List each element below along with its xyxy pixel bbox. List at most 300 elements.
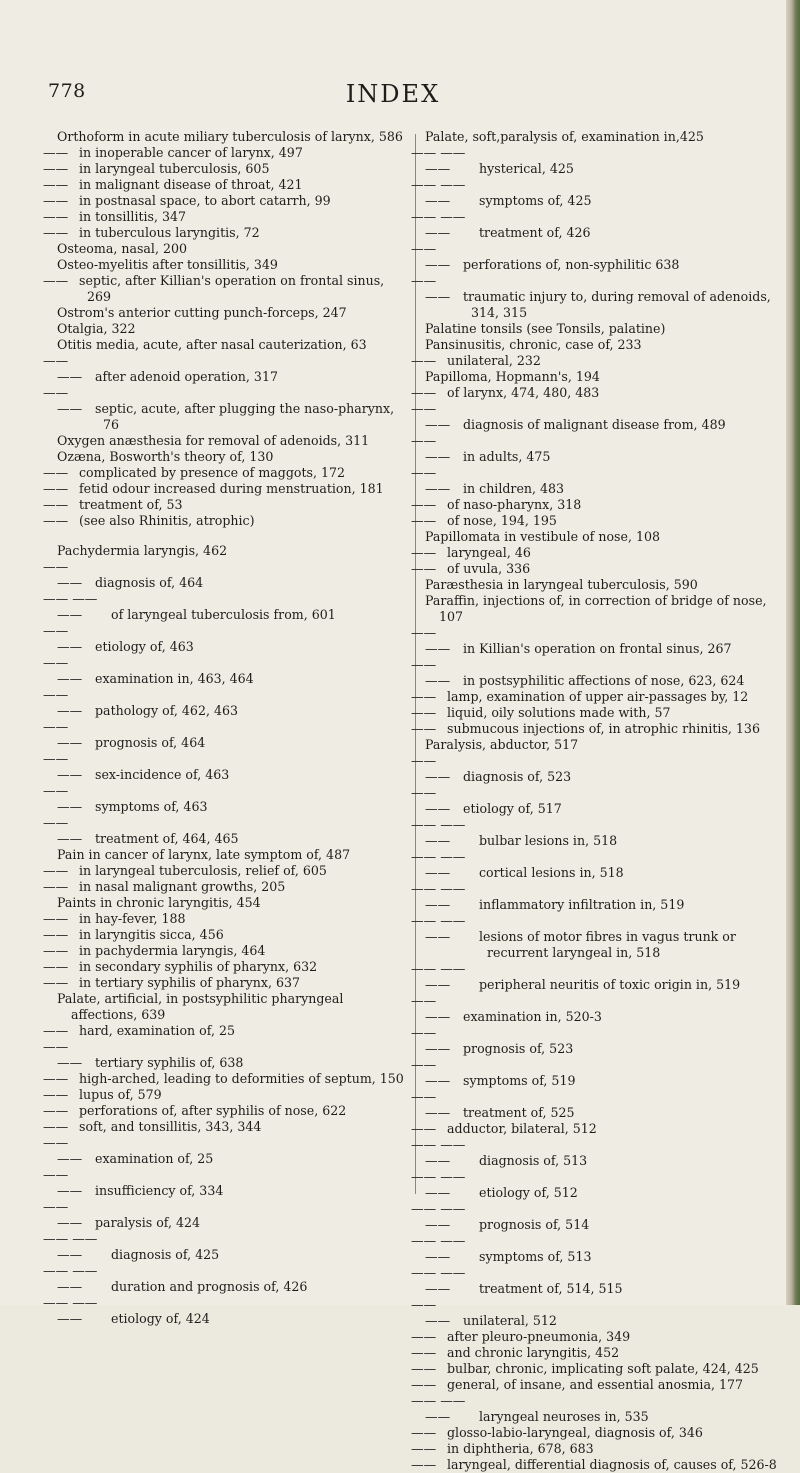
index-entry	[411, 1169, 777, 1201]
repeat-dash: —— —— ——	[43, 1231, 98, 1262]
index-entry	[411, 273, 777, 321]
index-entry	[43, 1071, 409, 1087]
index-entry	[411, 785, 777, 817]
index-entry-text: diagnosis of, 464	[95, 575, 204, 590]
index-entry-text: hard, examination of, 25	[79, 1023, 235, 1038]
index-entry-text: of uvula, 336	[447, 561, 531, 576]
repeat-dash: ——	[411, 497, 437, 512]
index-entry	[43, 353, 409, 385]
index-entry-text: after pleuro-pneumonia, 349	[447, 1329, 631, 1344]
index-entry-text: in secondary syphilis of pharynx, 632	[79, 959, 318, 974]
index-entry	[425, 337, 777, 353]
index-entry	[411, 1377, 777, 1393]
repeat-dash: —— —— ——	[411, 209, 466, 240]
index-entry-text: glosso-labio-laryngeal, diagnosis of, 346	[447, 1425, 703, 1440]
index-entry	[411, 753, 777, 785]
index-entry-text: of laryngeal tuberculosis from, 601	[111, 607, 336, 622]
repeat-dash: —— ——	[43, 559, 83, 590]
index-entry-text: and chronic laryngitis, 452	[447, 1345, 620, 1360]
index-entry-text: perforations of, after syphilis of nose, 622	[79, 1103, 347, 1118]
index-entry-text: diagnosis of, 523	[463, 769, 572, 784]
index-entry-text: in laryngeal tuberculosis, relief of, 605	[79, 863, 327, 878]
repeat-dash: ——	[43, 177, 69, 192]
repeat-dash: ——	[411, 721, 437, 736]
index-entry-text: laryngeal, 46	[447, 545, 531, 560]
index-entry	[43, 783, 409, 815]
index-entry	[411, 1089, 777, 1121]
repeat-dash: ——	[43, 927, 69, 942]
index-entry	[43, 863, 409, 879]
index-entry-text: Pansinusitis, chronic, case of, 233	[425, 337, 642, 352]
repeat-dash: ——	[411, 1329, 437, 1344]
index-entry-text: general, of insane, and essential anosmia, 177	[447, 1377, 744, 1392]
index-entry	[57, 337, 409, 353]
repeat-dash: ——	[411, 353, 437, 368]
index-entry-text: cortical lesions in, 518	[479, 865, 624, 880]
index-entry-text: bulbar lesions in, 518	[479, 833, 618, 848]
repeat-dash: ——	[411, 561, 437, 576]
repeat-dash: —— ——	[43, 815, 83, 846]
index-entry	[57, 847, 409, 863]
repeat-dash: —— —— ——	[411, 1201, 466, 1232]
index-entry-text: complicated by presence of maggots, 172	[79, 465, 346, 480]
index-entry-text: liquid, oily solutions made with, 57	[447, 705, 671, 720]
repeat-dash: ——	[43, 145, 69, 160]
index-entry	[43, 1231, 409, 1263]
index-entry	[43, 209, 409, 225]
index-entry-text: Ostrom's anterior cutting punch-forceps, 247	[57, 305, 347, 320]
repeat-dash: ——	[411, 705, 437, 720]
index-entry-text: Pain in cancer of larynx, late symptom of, 487	[57, 847, 351, 862]
index-entry	[43, 177, 409, 193]
index-entry	[411, 1201, 777, 1233]
repeat-dash: ——	[411, 385, 437, 400]
index-entry	[411, 961, 777, 993]
index-entry	[425, 129, 777, 145]
repeat-dash: —— ——	[411, 657, 451, 688]
index-entry	[411, 849, 777, 881]
index-entry	[57, 895, 409, 911]
repeat-dash: ——	[43, 959, 69, 974]
page-number: 778	[48, 80, 86, 102]
repeat-dash: ——	[43, 193, 69, 208]
repeat-dash: —— —— ——	[411, 881, 466, 912]
index-entry-text: high-arched, leading to deformities of septum, 150	[79, 1071, 404, 1086]
index-entry	[43, 927, 409, 943]
repeat-dash: ——	[43, 1087, 69, 1102]
index-entry-text: duration and prognosis of, 426	[111, 1279, 308, 1294]
repeat-dash: —— ——	[411, 1089, 451, 1120]
index-entry	[43, 225, 409, 241]
index-entry-text: after adenoid operation, 317	[95, 369, 278, 384]
repeat-dash: —— —— ——	[411, 1169, 466, 1200]
index-entry-text: treatment of, 426	[479, 225, 591, 240]
index-entry	[411, 385, 777, 401]
index-entry-text: etiology of, 517	[463, 801, 562, 816]
index-entry	[411, 465, 777, 497]
index-entry	[411, 401, 777, 433]
index-entry	[411, 881, 777, 913]
index-entry	[43, 879, 409, 895]
repeat-dash: ——	[43, 879, 69, 894]
index-entry	[43, 1023, 409, 1039]
index-entry-text: Ozæna, Bosworth's theory of, 130	[57, 449, 274, 464]
index-entry	[43, 385, 409, 433]
index-entry	[411, 1457, 777, 1473]
index-entry	[411, 561, 777, 577]
repeat-dash: —— ——	[43, 1167, 83, 1198]
repeat-dash: ——	[411, 1457, 437, 1472]
repeat-dash: —— ——	[411, 753, 451, 784]
repeat-dash: —— ——	[43, 1039, 83, 1070]
index-entry	[425, 321, 777, 337]
index-entry	[43, 751, 409, 783]
index-entry	[411, 1233, 777, 1265]
repeat-dash: ——	[43, 465, 69, 480]
index-entry-text: in hay-fever, 188	[79, 911, 186, 926]
index-entry	[411, 433, 777, 465]
repeat-dash: —— ——	[411, 993, 451, 1024]
index-entry-text: in postnasal space, to abort catarrh, 99	[79, 193, 331, 208]
index-entry	[57, 543, 409, 559]
index-entry	[43, 959, 409, 975]
repeat-dash: —— ——	[411, 241, 451, 272]
repeat-dash: ——	[411, 1361, 437, 1376]
repeat-dash: —— ——	[411, 1297, 451, 1328]
index-entry-text: hysterical, 425	[479, 161, 574, 176]
index-entry-text: prognosis of, 523	[463, 1041, 574, 1056]
index-entry-text: examination in, 463, 464	[95, 671, 254, 686]
index-entry-text: etiology of, 512	[479, 1185, 578, 1200]
index-entry-text: treatment of, 53	[79, 497, 183, 512]
index-entry-text: Osteo-myelitis after tonsillitis, 349	[57, 257, 278, 272]
page-edge	[786, 0, 800, 1305]
index-entry-text: adductor, bilateral, 512	[447, 1121, 597, 1136]
repeat-dash: ——	[43, 513, 69, 528]
index-entry	[43, 1119, 409, 1135]
index-entry	[43, 193, 409, 209]
index-entry	[43, 1263, 409, 1295]
index-entry-text: symptoms of, 463	[95, 799, 208, 814]
repeat-dash: ——	[43, 273, 69, 288]
index-entry	[43, 1135, 409, 1167]
index-entry	[411, 497, 777, 513]
repeat-dash: ——	[411, 1425, 437, 1440]
index-entry-text: sex-incidence of, 463	[95, 767, 230, 782]
index-entry-text: lupus of, 579	[79, 1087, 162, 1102]
repeat-dash: —— ——	[43, 719, 83, 750]
index-entry-text: treatment of, 525	[463, 1105, 575, 1120]
repeat-dash: ——	[43, 1071, 69, 1086]
index-entry-text: lesions of motor fibres in vagus trunk or recurrent laryngeal in, 518	[479, 929, 736, 960]
repeat-dash: —— —— ——	[411, 913, 466, 944]
repeat-dash: ——	[43, 863, 69, 878]
index-entry-text: in Killian's operation on frontal sinus, 267	[463, 641, 732, 656]
index-entry-text: Papillomata in vestibule of nose, 108	[425, 529, 660, 544]
index-entry	[411, 705, 777, 721]
index-entry-text: diagnosis of malignant disease from, 489	[463, 417, 726, 432]
repeat-dash: ——	[43, 481, 69, 496]
index-entry	[411, 721, 777, 737]
index-column-right	[411, 129, 777, 1473]
index-entry-text: Orthoform in acute miliary tuberculosis of larynx, 586	[57, 129, 403, 144]
repeat-dash: ——	[43, 1023, 69, 1038]
repeat-dash: —— ——	[411, 625, 451, 656]
index-entry	[411, 657, 777, 689]
index-entry-text: in children, 483	[463, 481, 565, 496]
repeat-dash: —— ——	[411, 785, 451, 816]
index-entry-text: examination of, 25	[95, 1151, 214, 1166]
repeat-dash: ——	[43, 497, 69, 512]
index-entry	[411, 1137, 777, 1169]
repeat-dash: —— —— ——	[43, 1295, 98, 1326]
repeat-dash: —— —— ——	[411, 849, 466, 880]
index-entry-text: of larynx, 474, 480, 483	[447, 385, 600, 400]
index-entry-text: traumatic injury to, during removal of adenoids, 314, 315	[463, 289, 771, 320]
index-entry	[43, 161, 409, 177]
repeat-dash: —— —— ——	[411, 145, 466, 176]
index-entry	[43, 815, 409, 847]
index-entry-text: insufficiency of, 334	[95, 1183, 224, 1198]
index-entry	[411, 1057, 777, 1089]
index-entry	[411, 817, 777, 849]
index-entry	[43, 719, 409, 751]
index-entry-text: submucous injections of, in atrophic rhinitis, 136	[447, 721, 760, 736]
index-entry-text: in laryngitis sicca, 456	[79, 927, 224, 942]
repeat-dash: —— ——	[43, 687, 83, 718]
index-entry	[425, 369, 777, 385]
repeat-dash: —— ——	[43, 655, 83, 686]
index-entry	[411, 993, 777, 1025]
index-entry	[411, 1361, 777, 1377]
index-entry-text: etiology of, 463	[95, 639, 194, 654]
index-entry-text: inflammatory infiltration in, 519	[479, 897, 685, 912]
index-entry-text: unilateral, 512	[463, 1313, 557, 1328]
repeat-dash: ——	[411, 689, 437, 704]
index-entry	[411, 177, 777, 209]
repeat-dash: ——	[411, 545, 437, 560]
repeat-dash: —— ——	[43, 353, 83, 384]
repeat-dash: ——	[43, 225, 69, 240]
index-entry-text: treatment of, 464, 465	[95, 831, 239, 846]
index-entry-text: fetid odour increased during menstruation, 181	[79, 481, 384, 496]
repeat-dash: —— —— ——	[43, 591, 98, 622]
index-entry-text: tertiary syphilis of, 638	[95, 1055, 244, 1070]
index-entry	[43, 1103, 409, 1119]
page-title: INDEX	[345, 80, 441, 108]
index-entry	[43, 273, 409, 305]
repeat-dash: —— —— ——	[411, 817, 466, 848]
index-entry-text: in malignant disease of throat, 421	[79, 177, 303, 192]
repeat-dash: —— —— ——	[43, 1263, 98, 1294]
index-entry	[43, 1167, 409, 1199]
page-header	[0, 80, 786, 120]
repeat-dash: —— ——	[411, 273, 451, 304]
index-entry-text: in laryngeal tuberculosis, 605	[79, 161, 270, 176]
repeat-dash: ——	[411, 1121, 437, 1136]
index-entry-text: prognosis of, 514	[479, 1217, 590, 1232]
repeat-dash: ——	[43, 209, 69, 224]
index-entry-text: of naso-pharynx, 318	[447, 497, 582, 512]
index-entry	[411, 1425, 777, 1441]
index-entry	[43, 591, 409, 623]
index-entry	[411, 689, 777, 705]
repeat-dash: —— ——	[43, 751, 83, 782]
index-entry	[57, 257, 409, 273]
index-entry	[411, 913, 777, 961]
index-entry-text: lamp, examination of upper air-passages by, 12	[447, 689, 749, 704]
index-entry-text: in nasal malignant growths, 205	[79, 879, 286, 894]
index-entry	[43, 513, 409, 529]
index-entry-text: symptoms of, 519	[463, 1073, 576, 1088]
index-entry-text: in inoperable cancer of larynx, 497	[79, 145, 303, 160]
repeat-dash: —— —— ——	[411, 1233, 466, 1264]
index-entry	[411, 353, 777, 369]
index-entry-text: in tertiary syphilis of pharynx, 637	[79, 975, 301, 990]
repeat-dash: —— —— ——	[411, 1265, 466, 1296]
index-entry-text: diagnosis of, 513	[479, 1153, 588, 1168]
index-entry-text: perforations of, non-syphilitic 638	[463, 257, 680, 272]
index-entry	[43, 943, 409, 959]
index-entry-text: of nose, 194, 195	[447, 513, 557, 528]
index-entry-text: soft, and tonsillitis, 343, 344	[79, 1119, 262, 1134]
index-entry-text: unilateral, 232	[447, 353, 541, 368]
repeat-dash: —— ——	[411, 433, 451, 464]
index-entry-text: septic, acute, after plugging the naso-pharynx, 76	[95, 401, 395, 432]
index-entry	[43, 655, 409, 687]
index-entry	[57, 241, 409, 257]
index-entry	[411, 145, 777, 177]
index-entry	[43, 687, 409, 719]
index-entry	[57, 449, 409, 465]
index-entry-text: Palate, soft,paralysis of, examination in,425	[425, 129, 704, 144]
index-entry	[43, 497, 409, 513]
repeat-dash: —— ——	[43, 1135, 83, 1166]
index-entry-text: Paints in chronic laryngitis, 454	[57, 895, 261, 910]
index-entry	[57, 129, 409, 145]
index-entry-text: prognosis of, 464	[95, 735, 206, 750]
repeat-dash: —— ——	[43, 385, 83, 416]
repeat-dash: ——	[43, 975, 69, 990]
index-entry	[43, 1087, 409, 1103]
repeat-dash: —— —— ——	[411, 1137, 466, 1168]
index-entry-text: pathology of, 462, 463	[95, 703, 238, 718]
index-entry	[57, 433, 409, 449]
repeat-dash: ——	[43, 943, 69, 958]
index-entry	[411, 209, 777, 241]
index-entry	[411, 1345, 777, 1361]
repeat-dash: —— —— ——	[411, 177, 466, 208]
repeat-dash: ——	[43, 161, 69, 176]
repeat-dash: ——	[411, 1345, 437, 1360]
index-entry-text: Palate, artificial, in postsyphilitic pharyngeal affections, 639	[57, 991, 344, 1022]
index-entry-text: Papilloma, Hopmann's, 194	[425, 369, 600, 384]
entry-gap	[57, 529, 409, 543]
index-entry-text: examination in, 520-3	[463, 1009, 602, 1024]
index-entry-text: in diphtheria, 678, 683	[447, 1441, 594, 1456]
index-entry-text: laryngeal neuroses in, 535	[479, 1409, 649, 1424]
index-entry	[411, 545, 777, 561]
index-entry-text: Osteoma, nasal, 200	[57, 241, 188, 256]
repeat-dash: —— —— ——	[411, 961, 466, 992]
index-entry-text: in tuberculous laryngitis, 72	[79, 225, 260, 240]
index-entry-text: Paralysis, abductor, 517	[425, 737, 579, 752]
index-entry	[411, 1329, 777, 1345]
index-entry	[43, 911, 409, 927]
repeat-dash: —— ——	[411, 465, 451, 496]
repeat-dash: ——	[43, 911, 69, 926]
repeat-dash: —— ——	[411, 1025, 451, 1056]
index-entry	[425, 529, 777, 545]
index-entry-text: etiology of, 424	[111, 1311, 210, 1326]
repeat-dash: —— ——	[411, 401, 451, 432]
index-entry-text: diagnosis of, 425	[111, 1247, 220, 1262]
index-entry-text: Otitis media, acute, after nasal cauterization, 63	[57, 337, 367, 352]
repeat-dash: —— ——	[43, 623, 83, 654]
index-entry	[425, 593, 777, 625]
index-entry-text: Paraffin, injections of, in correction of bridge of nose, 107	[425, 593, 767, 624]
index-entry-text: peripheral neuritis of toxic origin in, 519	[479, 977, 741, 992]
index-entry	[57, 305, 409, 321]
index-entry	[411, 625, 777, 657]
index-entry-text: in adults, 475	[463, 449, 551, 464]
index-entry-text: Oxygen anæsthesia for removal of adenoids, 311	[57, 433, 370, 448]
index-entry	[411, 1121, 777, 1137]
index-entry-text: in tonsillitis, 347	[79, 209, 187, 224]
index-entry	[43, 481, 409, 497]
index-entry	[43, 975, 409, 991]
index-entry	[43, 1295, 409, 1327]
repeat-dash: ——	[411, 1377, 437, 1392]
index-entry-text: paralysis of, 424	[95, 1215, 201, 1230]
index-entry	[43, 1199, 409, 1231]
index-entry-text: symptoms of, 513	[479, 1249, 592, 1264]
repeat-dash: ——	[43, 1119, 69, 1134]
index-entry	[411, 1441, 777, 1457]
index-entry	[43, 145, 409, 161]
index-entry	[425, 737, 777, 753]
index-entry-text: in pachydermia laryngis, 464	[79, 943, 266, 958]
index-entry	[411, 1393, 777, 1425]
index-entry-text: Pachydermia laryngis, 462	[57, 543, 228, 558]
index-entry	[43, 1039, 409, 1071]
repeat-dash: —— ——	[43, 783, 83, 814]
index-entry	[411, 513, 777, 529]
index-entry	[425, 577, 777, 593]
index-entry-text: Paræsthesia in laryngeal tuberculosis, 590	[425, 577, 698, 592]
repeat-dash: ——	[43, 1103, 69, 1118]
index-entry-text: Palatine tonsils (see Tonsils, palatine)	[425, 321, 666, 336]
repeat-dash: —— ——	[411, 1057, 451, 1088]
index-entry	[57, 991, 409, 1023]
repeat-dash: —— —— ——	[411, 1393, 466, 1424]
index-entry-text: treatment of, 514, 515	[479, 1281, 623, 1296]
repeat-dash: —— ——	[43, 1199, 83, 1230]
index-entry	[411, 241, 777, 273]
index-entry	[411, 1265, 777, 1297]
index-entry	[411, 1025, 777, 1057]
index-entry	[411, 1297, 777, 1329]
index-entry-text: (see also Rhinitis, atrophic)	[79, 513, 255, 528]
index-entry-text: bulbar, chronic, implicating soft palate, 424, 425	[447, 1361, 759, 1376]
index-entry	[43, 623, 409, 655]
index-entry	[43, 559, 409, 591]
index-entry	[57, 321, 409, 337]
index-entry-text: Otalgia, 322	[57, 321, 136, 336]
index-entry	[43, 465, 409, 481]
index-entry-text: septic, after Killian's operation on frontal sinus, 269	[79, 273, 385, 304]
repeat-dash: ——	[411, 1441, 437, 1456]
